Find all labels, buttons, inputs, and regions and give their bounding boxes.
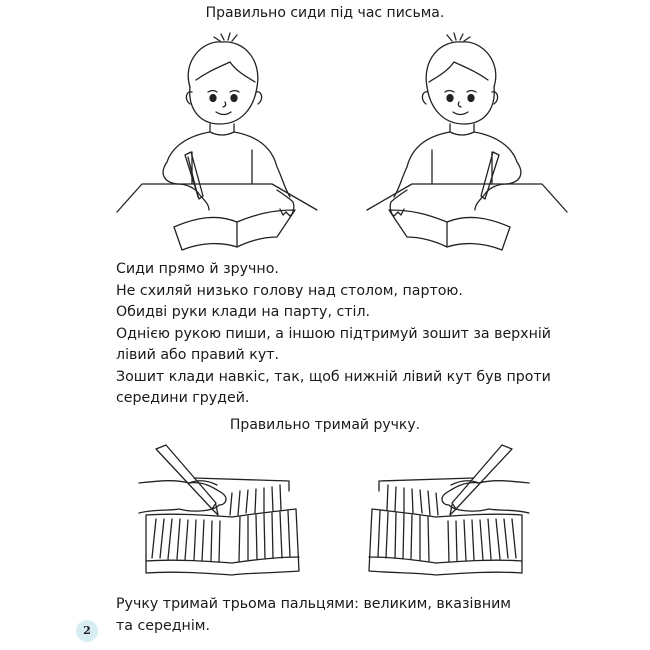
- page-number-badge: 2: [76, 620, 98, 642]
- hand-pen-illustration-2: [364, 443, 534, 578]
- instruction-line: Ручку тримай трьома пальцями: великим, вказівним: [116, 596, 512, 612]
- section-title-sitting: Правильно сиди під час письма.: [205, 5, 445, 21]
- boy-writing-illustration-1: [112, 32, 322, 260]
- boy-writing-illustration-2: [362, 32, 572, 260]
- instruction-line: Однією рукою пиши, а іншою підтримуй зошит за верхній: [116, 325, 552, 342]
- instruction-line: середини грудей.: [116, 390, 250, 406]
- instruction-line: Сиди прямо й зручно.: [116, 261, 279, 277]
- instruction-line: Не схиляй низько голову над столом, партою.: [116, 282, 463, 299]
- instruction-line: Зошит клади навкіс, так, щоб нижній лівий кут був проти: [116, 368, 551, 385]
- instruction-line: та середнім.: [116, 617, 210, 634]
- section-title-pen: Правильно тримай ручку.: [229, 417, 421, 433]
- pen-instructions: [116, 594, 511, 637]
- instruction-line: Обидві руки клади на парту, стіл.: [116, 304, 371, 320]
- instruction-line: лівий або правий кут.: [116, 347, 279, 363]
- sitting-instructions: [116, 259, 551, 410]
- hand-pen-illustration-1: [134, 443, 304, 578]
